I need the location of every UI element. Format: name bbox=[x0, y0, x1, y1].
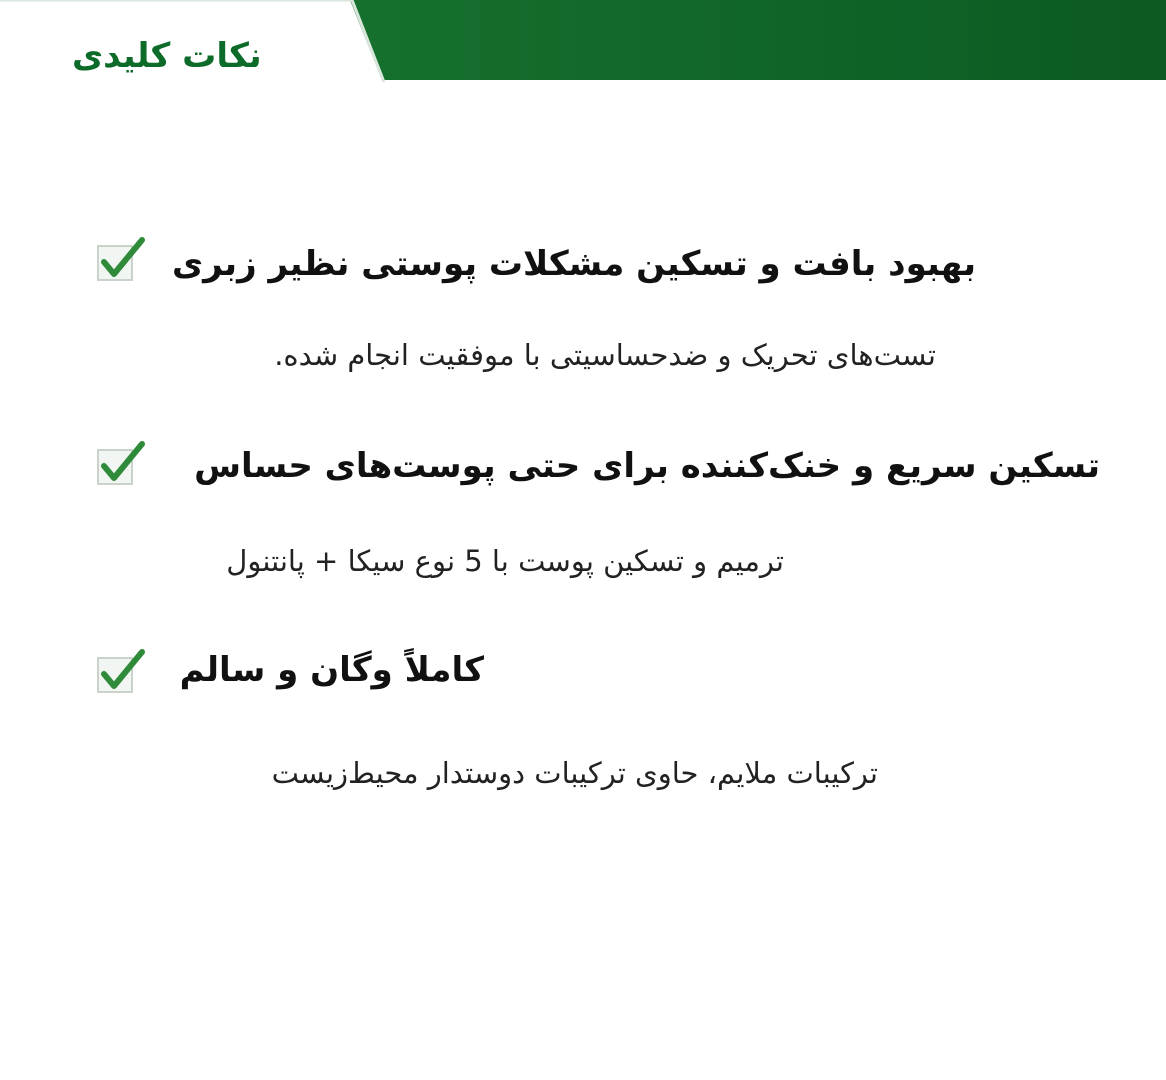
checkbox-checked-icon bbox=[96, 648, 148, 696]
point-title-3: کاملاً وگان و سالم bbox=[179, 650, 484, 690]
checkbox-checked-icon bbox=[96, 236, 148, 284]
point-title-1: بهبود بافت و تسکین مشکلات پوستی نظیر زبری bbox=[171, 244, 976, 284]
page-title: نکات کلیدی bbox=[72, 36, 262, 76]
checkbox-checked-icon bbox=[96, 440, 148, 488]
point-description-2: ترمیم و تسکین پوست با 5 نوع سیکا + پانتنول bbox=[226, 544, 784, 578]
point-description-1: تست‌های تحریک و ضدحساسیتی با موفقیت انجام شده. bbox=[274, 338, 936, 372]
point-title-2: تسکین سریع و خنک‌کننده برای حتی پوست‌های حساس bbox=[194, 446, 1100, 486]
point-description-3: ترکیبات ملایم، حاوی ترکیبات دوستدار محیط‌زیست bbox=[271, 756, 878, 790]
